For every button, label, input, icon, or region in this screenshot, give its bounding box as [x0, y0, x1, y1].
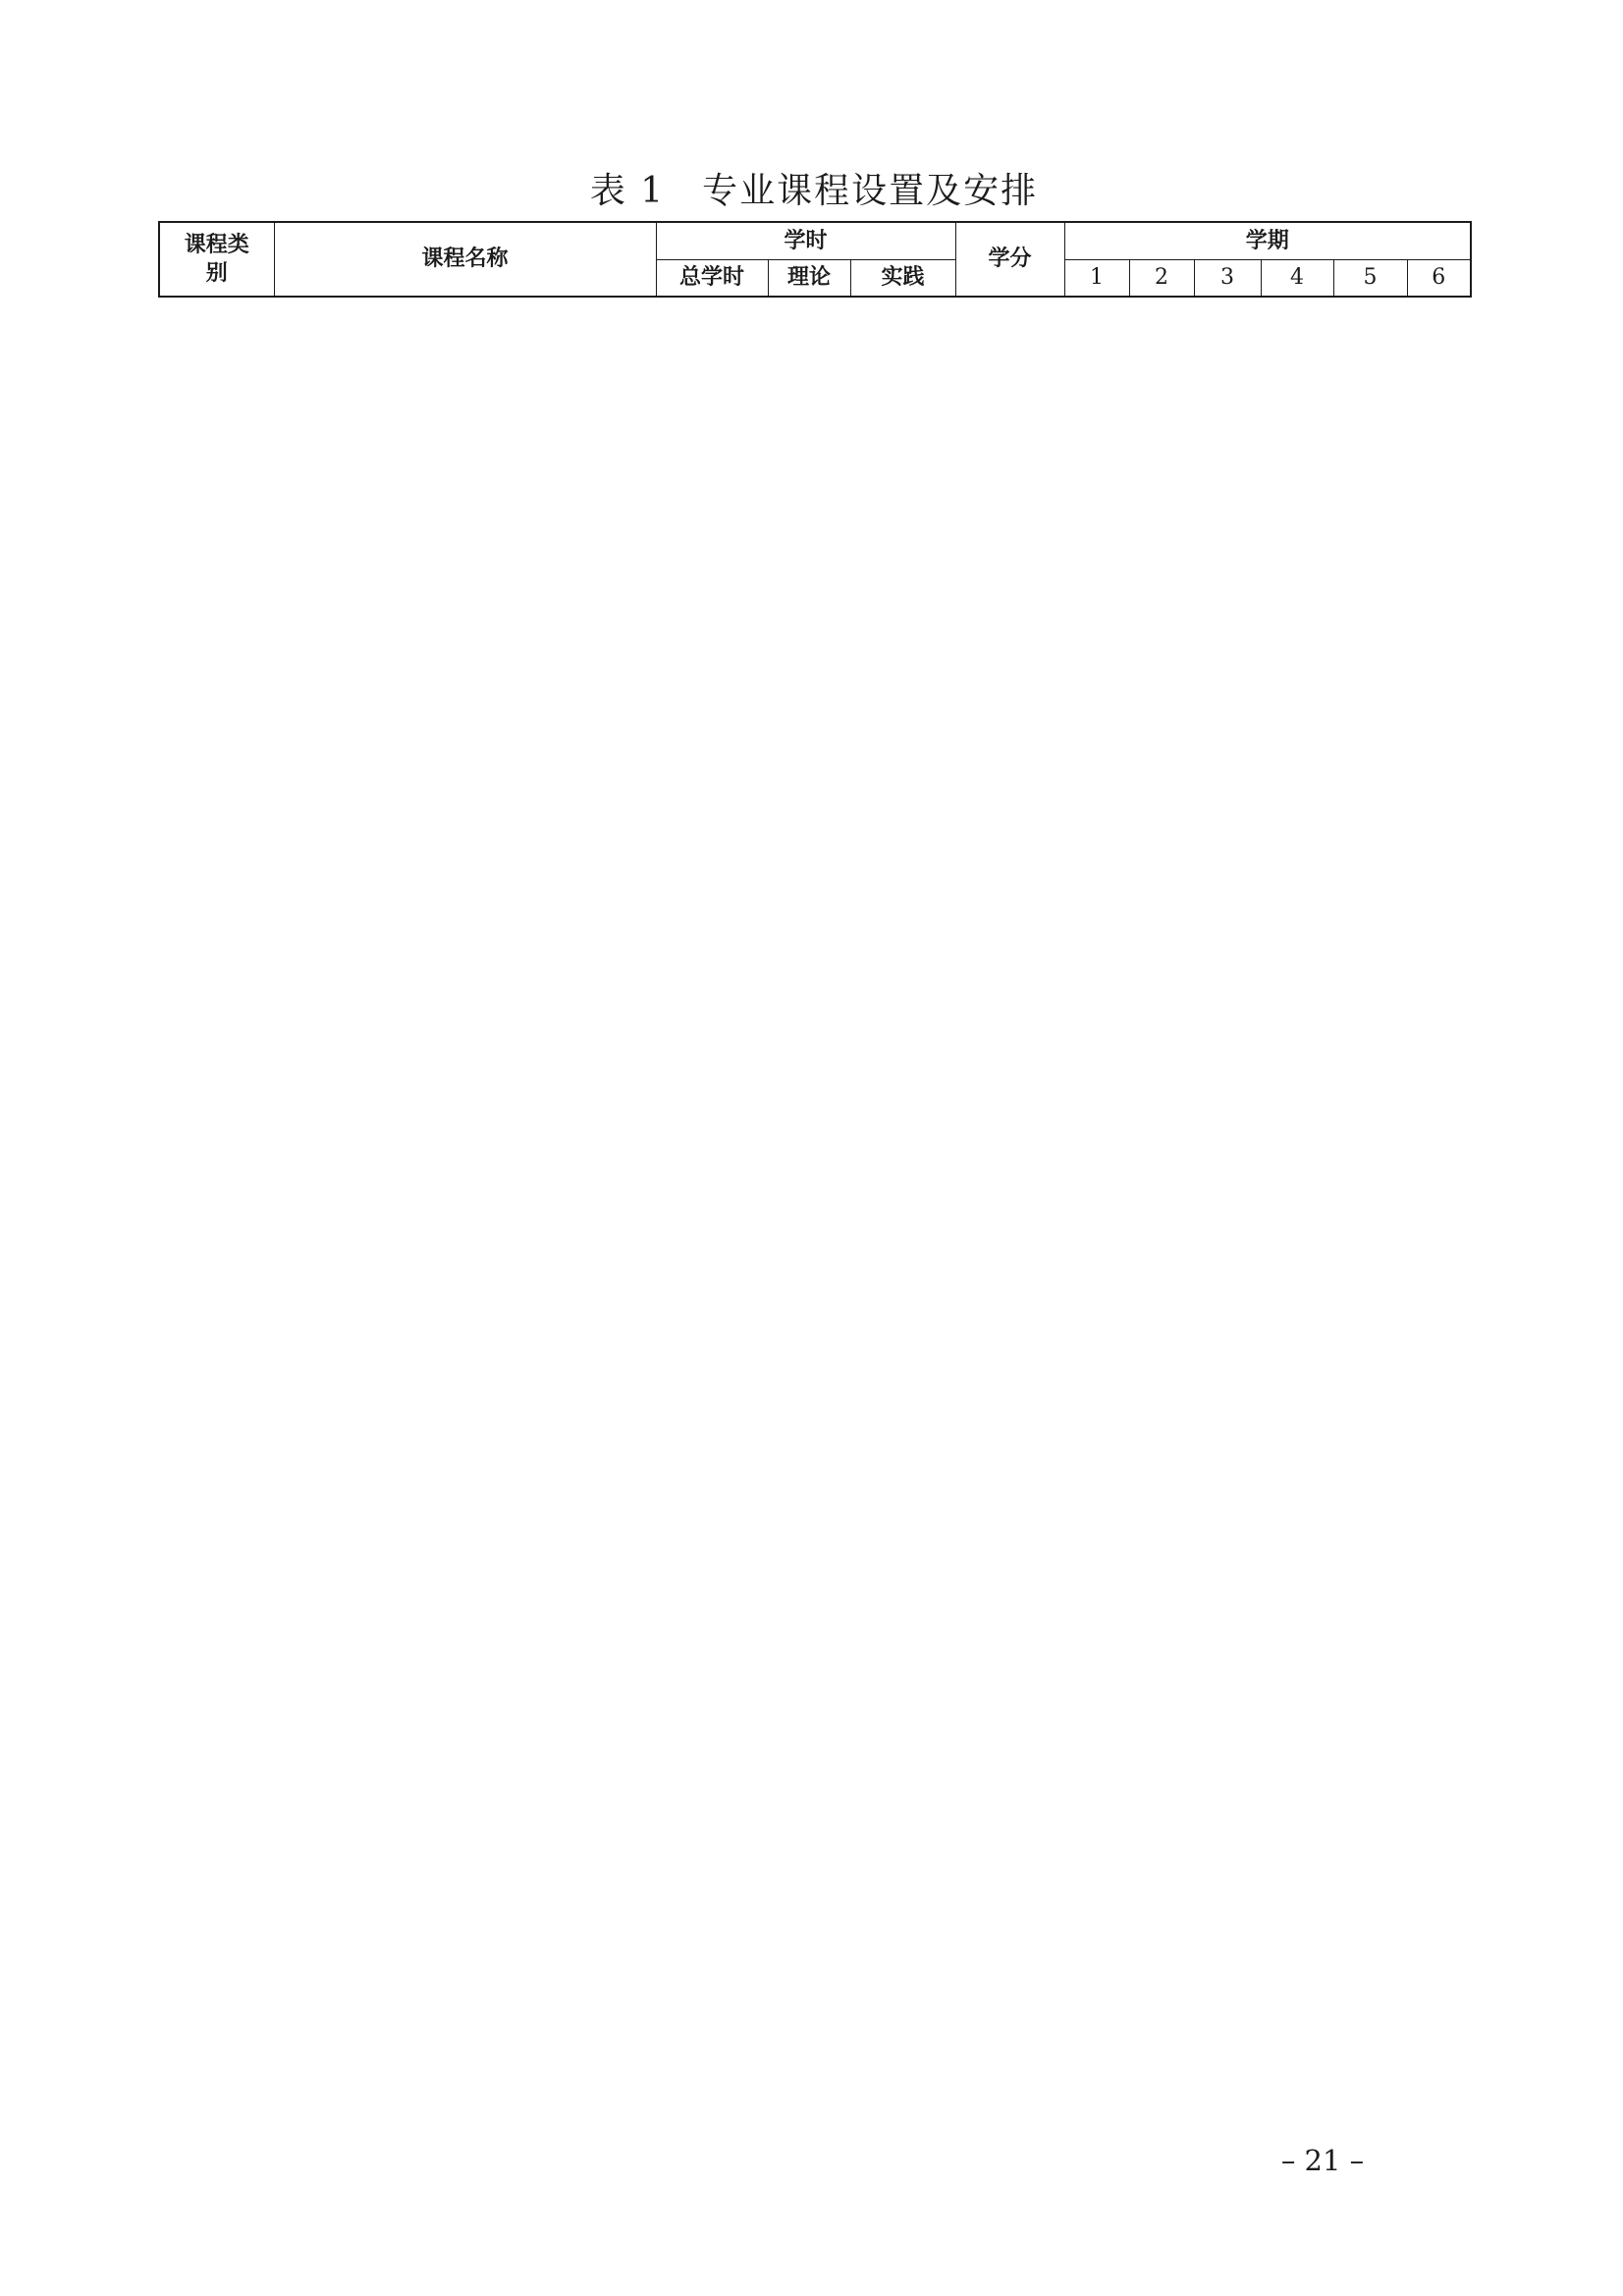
header-credits: 学分 — [955, 222, 1064, 297]
header-practice: 实践 — [850, 259, 955, 297]
page-number: – 21 – — [1280, 2144, 1365, 2177]
header-semester-4: 4 — [1261, 259, 1333, 297]
header-semester-1: 1 — [1064, 259, 1129, 297]
header-semester-3: 3 — [1194, 259, 1261, 297]
header-total-hours: 总学时 — [656, 259, 768, 297]
header-semester-5: 5 — [1333, 259, 1407, 297]
curriculum-table — [158, 221, 1472, 298]
header-theory: 理论 — [768, 259, 850, 297]
header-semester-6: 6 — [1407, 259, 1471, 297]
page-title: 表 1 专业课程设置及安排 — [589, 171, 1039, 211]
header-course-category: 课程类别 — [159, 222, 274, 297]
header-semester-2: 2 — [1129, 259, 1194, 297]
header-row-1 — [159, 222, 1471, 259]
header-semester: 学期 — [1064, 222, 1471, 259]
header-hours: 学时 — [656, 222, 955, 259]
header-course-name: 课程名称 — [274, 222, 656, 297]
